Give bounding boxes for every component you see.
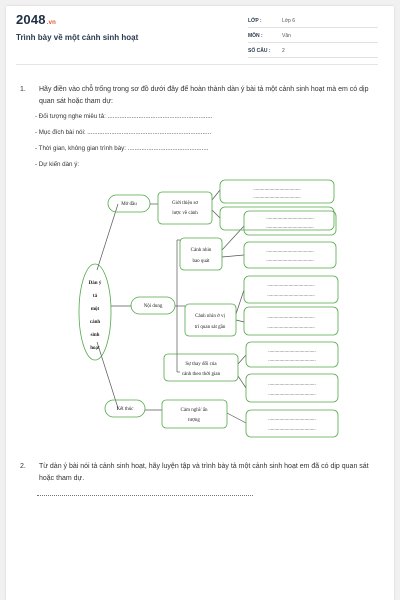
blank-dots: ...................................... [268, 382, 316, 387]
logo-suffix: .vn [46, 20, 57, 26]
blank-box[interactable] [246, 342, 338, 367]
sub-node-overview-line: bao quát [192, 259, 210, 264]
root-label-line: một [90, 307, 100, 312]
bullet-outline: - Dự kiến dàn ý: [35, 161, 80, 168]
blank-dots: ...................................... [266, 225, 314, 230]
section-label-body: Nội dung [143, 304, 163, 309]
blank-dots: ...................................... [266, 249, 314, 254]
blank-box[interactable] [244, 307, 338, 335]
blank-box[interactable] [244, 211, 336, 235]
meta-subject-label: MÔN : [248, 33, 263, 39]
root-label-line: hoạt [90, 346, 100, 351]
sub-node-closeup-line: trí quan sát gần [194, 325, 226, 330]
bullet-purpose: - Mục đích bài nói: ........................................................................ [35, 129, 212, 136]
connector [238, 376, 246, 388]
blank-box[interactable] [244, 276, 338, 303]
blank-dots: ...................................... [267, 325, 315, 330]
blank-dots: ...................................... [267, 293, 315, 298]
sub-node-feeling-line: tượng [188, 418, 200, 423]
connector [227, 413, 246, 423]
meta-count-value: 2 [282, 48, 285, 54]
sub-node-feeling-line: Cảm nghĩ/ ấn [180, 408, 208, 413]
sub-node-change-line: Sự thay đổi của [185, 362, 217, 367]
blank-dots: ...................................... [253, 195, 301, 200]
blank-dots: ...................................... [268, 427, 316, 432]
root-label-line: sinh [90, 333, 100, 338]
sub-node-feeling [162, 400, 227, 428]
blank-box[interactable] [246, 374, 338, 402]
root-label-line: Dàn ý [88, 281, 102, 286]
section-label-conclusion: Kết thúc [116, 407, 134, 412]
question-1-text: Hãy điền vào chỗ trống trong sơ đồ dưới đây để hoàn thành dàn ý bài tả một cảnh sinh hoạt mà em có dịp quan sát hoặc tham dự: [39, 86, 369, 105]
root-label-line: cảnh [89, 320, 101, 325]
bullet-time-space: - Thời gian, không gian trình bày: ............................................... [35, 145, 209, 152]
connector [222, 255, 244, 257]
blank-dots: ...................................... [267, 283, 315, 288]
page-title: Trình bày về một cảnh sinh hoạt [16, 33, 139, 42]
sub-node-closeup [185, 304, 236, 336]
question-2-text: Từ dàn ý bài nói tả cảnh sinh hoạt, hãy luyện tập và trình bày tả một cảnh sinh hoạt em đã có dịp quan sát hoặc tham dự. [39, 463, 369, 482]
blank-dots: ...................................... [266, 258, 314, 263]
connector [238, 355, 246, 364]
connector [97, 204, 118, 270]
connector [236, 290, 244, 314]
sub-node-intro-line: Giới thiệu sơ [171, 201, 199, 206]
logo-number: 2048 [16, 12, 46, 27]
sub-node-overview-line: Cảnh nhìn [190, 248, 212, 253]
question-2-number: 2. [20, 463, 26, 470]
bullet-audience: - Đối tượng nghe miêu tả: ............................................................. [35, 113, 213, 120]
meta-class-label: LỚP : [248, 18, 262, 24]
answer-line[interactable] [37, 494, 253, 496]
section-label-intro: Mở đầu [121, 202, 137, 207]
blank-box[interactable] [246, 410, 338, 437]
root-label-line: tả [92, 294, 98, 299]
sub-node-intro [158, 192, 212, 224]
connector [212, 210, 220, 218]
sub-node-change-line: cảnh theo thời gian [181, 372, 221, 377]
connector [97, 342, 118, 408]
blank-dots: ...................................... [268, 358, 316, 363]
meta-count-label: SỐ CÂU : [248, 48, 271, 54]
meta-class-value: Lớp 6 [282, 18, 296, 24]
question-1-number: 1. [20, 86, 26, 93]
sub-node-closeup-line: Cảnh nhìn ở vị [195, 314, 225, 319]
blank-dots: ...................................... [267, 315, 315, 320]
blank-dots: ...................................... [268, 349, 316, 354]
blank-dots: ...................................... [253, 187, 301, 192]
meta-subject-value: Văn [282, 33, 291, 39]
blank-dots: ...................................... [266, 216, 314, 221]
connector [236, 320, 244, 322]
sub-node-intro-line: lược về cảnh [172, 211, 198, 216]
sub-node-overview [180, 238, 222, 270]
blank-dots: ...................................... [268, 417, 316, 422]
connector [212, 190, 220, 200]
blank-dots: ...................................... [268, 392, 316, 397]
blank-box[interactable] [244, 242, 336, 268]
